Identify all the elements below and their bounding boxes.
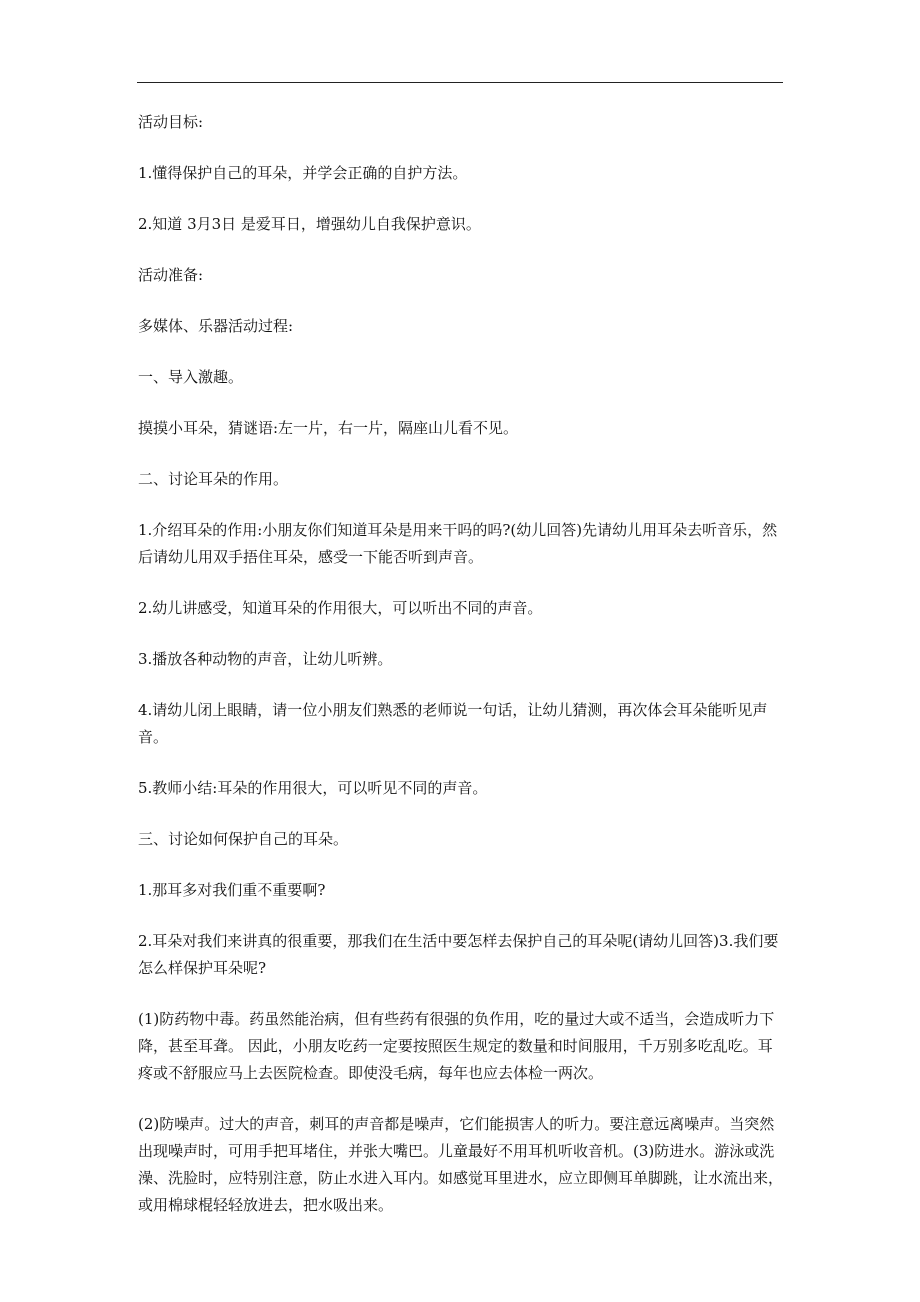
- section-2-item-1: 1.介绍耳朵的作用:小朋友你们知道耳朵是用来干吗的吗?(幼儿回答)先请幼儿用耳朵去听音乐，然后请幼儿用双手捂住耳朵，感受一下能否听到声音。: [138, 521, 778, 566]
- goal-2: 2.知道 3月3日 是爱耳日，增强幼儿自我保护意识。: [138, 215, 481, 233]
- header-rule: [137, 82, 783, 83]
- heading-goals: 活动目标:: [138, 113, 204, 131]
- protect-noise-water: (2)防噪声。过大的声音，刺耳的声音都是噪声，它们能损害人的听力。要注意远离噪声。当突然出现噪声时，可用手把耳堵住，并张大嘴巴。儿童最好不用耳机听收音机。(3)防进水。游泳或洗澡、洗脸时，应特别注意，防止水进入耳内。如感觉耳里进水，应立即侧耳单脚跳，让水流出来，或用棉球棍轻轻放进去，把水吸出来。: [138, 1115, 784, 1214]
- preparation-process: 多媒体、乐器活动过程:: [138, 317, 294, 335]
- section-2-item-4: 4.请幼儿闭上眼睛，请一位小朋友们熟悉的老师说一句话，让幼儿猜测，再次体会耳朵能听见声音。: [138, 701, 768, 746]
- heading-preparation: 活动准备:: [138, 266, 204, 284]
- section-1-title: 一、导入激趣。: [138, 368, 244, 386]
- section-2-item-2: 2.幼儿讲感受，知道耳朵的作用很大，可以听出不同的声音。: [138, 599, 543, 617]
- section-2-item-3: 3.播放各种动物的声音，让幼儿听辨。: [138, 650, 393, 668]
- section-2-title: 二、讨论耳朵的作用。: [138, 470, 289, 488]
- document-body: [138, 109, 786, 1243]
- protect-drugs: (1)防药物中毒。药虽然能治病，但有些药有很强的负作用，吃的量过大或不适当，会造成听力下降，甚至耳聋。 因此，小朋友吃药一定要按照医生规定的数量和时间服用，千万别多吃乱吃。耳疼或不舒服应马上去医院检查。即使没毛病，每年也应去体检一两次。: [138, 1010, 775, 1082]
- section-2-item-5: 5.教师小结:耳朵的作用很大，可以听见不同的声音。: [138, 779, 488, 797]
- goal-1: 1.懂得保护自己的耳朵，并学会正确的自护方法。: [138, 164, 468, 182]
- section-3-item-2: 2.耳朵对我们来讲真的很重要，那我们在生活中要怎样去保护自己的耳朵呢(请幼儿回答)3.我们要怎么样保护耳朵呢?: [138, 932, 779, 977]
- section-3-item-1: 1.那耳多对我们重不重要啊?: [138, 881, 326, 899]
- riddle-paragraph: 摸摸小耳朵，猜谜语:左一片，右一片，隔座山儿看不见。: [138, 419, 519, 437]
- section-3-title: 三、讨论如何保护自己的耳朵。: [138, 830, 349, 848]
